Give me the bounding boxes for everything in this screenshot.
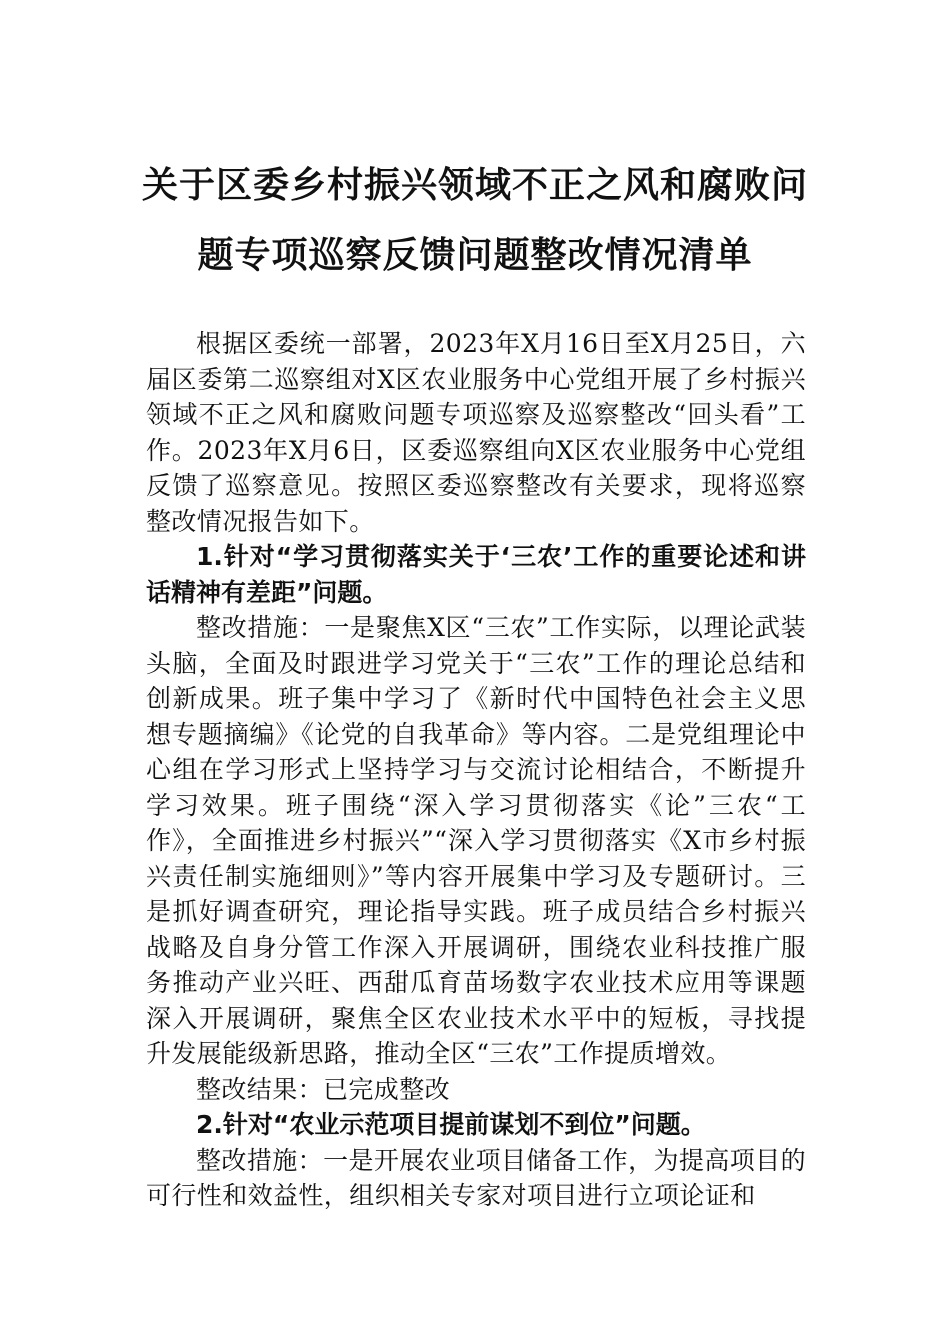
intro-paragraph: 根据区委统一部署，2023年X月16日至X月25日，六届区委第二巡察组对X区农业服务中心党组开展了乡村振兴领域不正之风和腐败问题专项巡察及巡察整改“回头看”工作。2023年X月6日，区委巡察组向X区农业服务中心党组反馈了巡察意见。按照区委巡察整改有关要求，现将巡察整改情况报告如下。 — [146, 329, 806, 536]
title-line-2: 题专项巡察反馈问题整改情况清单 — [197, 234, 753, 276]
item-1-heading: 1.针对“学习贯彻落实关于‘三农’工作的重要论述和讲话精神有差距”问题。 — [146, 542, 806, 607]
document-body — [146, 326, 806, 1214]
title-line-1: 关于区委乡村振兴领域不正之风和腐败问 — [141, 164, 808, 206]
item-1-measures: 整改措施：一是聚焦X区“三农”工作实际，以理论武装头脑，全面及时跟进学习党关于“三农”工作的理论总结和创新成果。班子集中学习了《新时代中国特色社会主义思想专题摘编》《论党的自我革命》等内容。二是党组理论中心组在学习形式上坚持学习与交流讨论相结合，不断提升学习效果。班子围绕“深入学习贯彻落实《论”三农“工作》，全面推进乡村振兴”“深入学习贯彻落实《X市乡村振兴责任制实施细则》”等内容开展集中学习及专题研讨。三是抓好调查研究，理论指导实践。班子成员结合乡村振兴战略及自身分管工作深入开展调研，围绕农业科技推广服务推动产业兴旺、西甜瓜育苗场数字农业技术应用等课题深入开展调研，聚焦全区农业技术水平中的短板，寻找提升发展能级新思路，推动全区“三农”工作提质增效。 — [146, 613, 806, 1068]
item-2-heading: 2.针对“农业示范项目提前谋划不到位”问题。 — [196, 1110, 706, 1139]
item-1-result: 整改结果：已完成整改 — [196, 1074, 451, 1104]
document-title — [120, 150, 830, 290]
item-2-measures: 整改措施：一是开展农业项目储备工作，为提高项目的可行性和效益性，组织相关专家对项目进行立项论证和 — [146, 1145, 806, 1210]
